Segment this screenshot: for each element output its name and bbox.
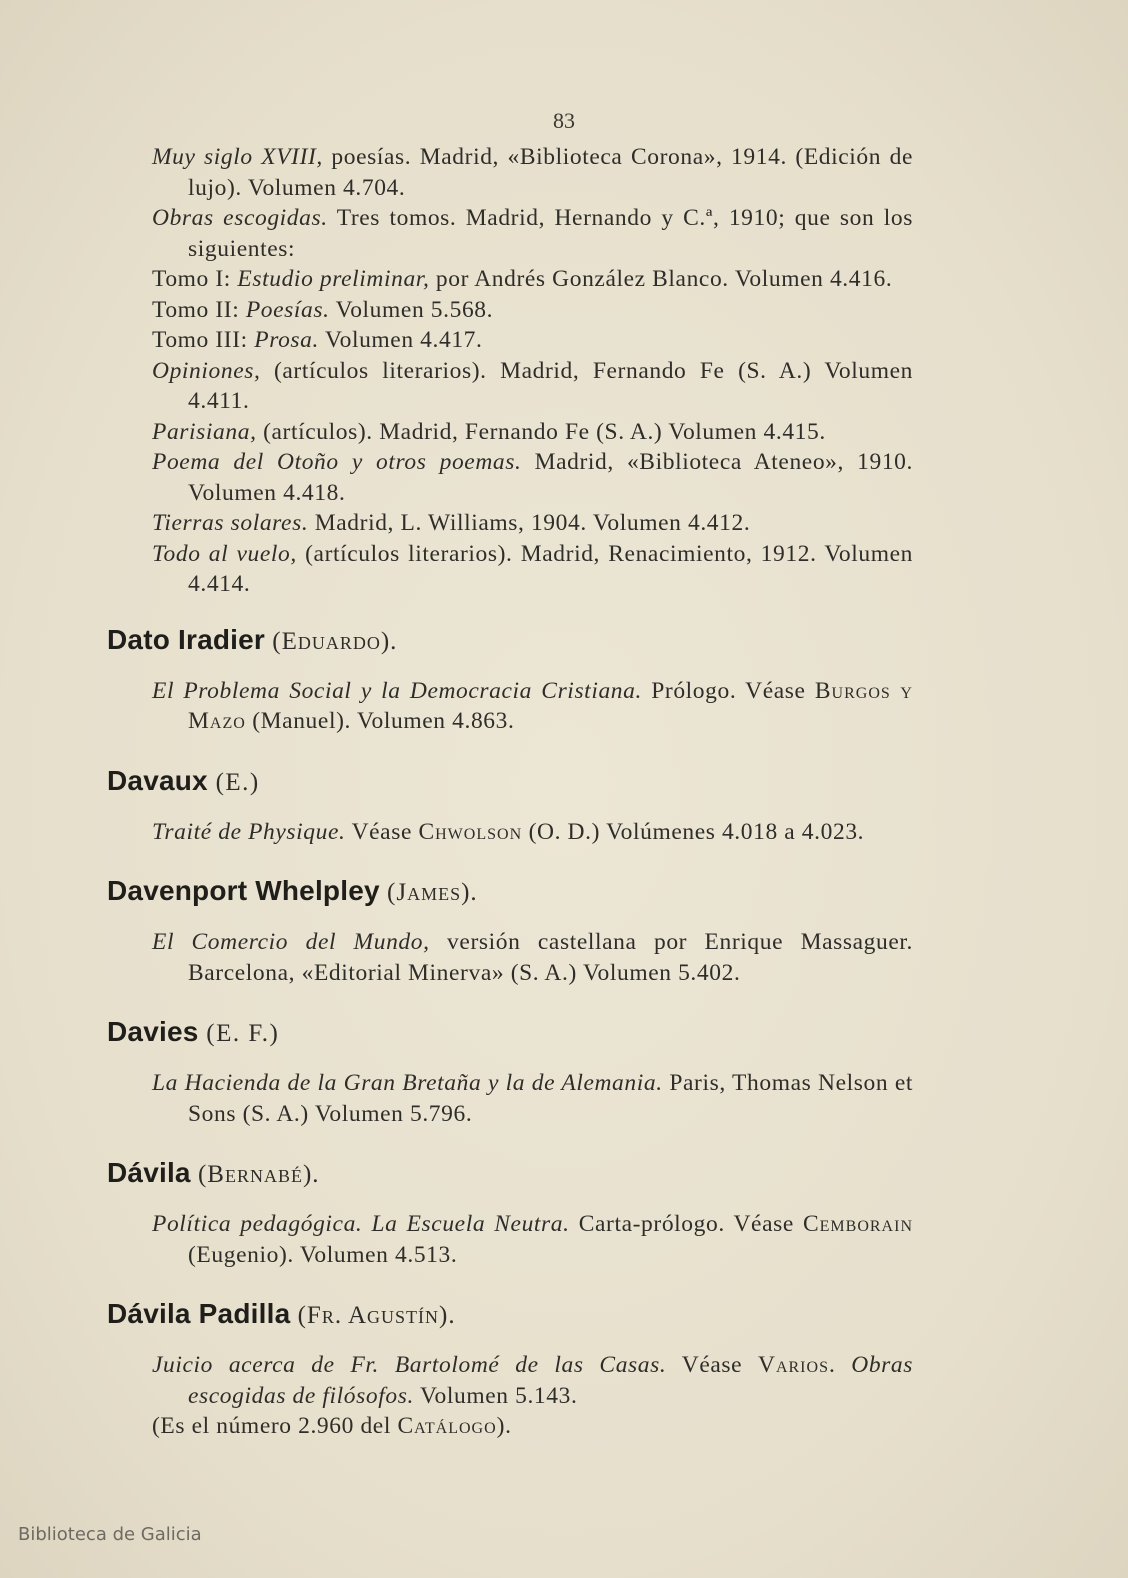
author-heading bbox=[107, 763, 913, 801]
entry-details: Madrid, «Biblioteca Ateneo», 1910. Volumen 4.418. bbox=[188, 449, 913, 506]
author-initials: (Bernabé). bbox=[190, 1161, 320, 1188]
entry-title: Estudio preliminar, bbox=[237, 266, 430, 292]
catalog-content bbox=[107, 142, 913, 1442]
entry-title: Todo al vuelo, bbox=[152, 540, 297, 567]
entry-details: Volumen 5.143. bbox=[413, 1382, 578, 1409]
author-name: Dávila Padilla bbox=[107, 1298, 291, 1329]
catalog-subentry bbox=[152, 295, 913, 326]
cross-reference: Chwolson bbox=[418, 818, 523, 845]
entry-details: Prólogo. Véase bbox=[641, 677, 815, 704]
author-name: Davies bbox=[107, 1016, 199, 1047]
catalog-subentry bbox=[152, 325, 913, 356]
author-initials: (E. F.) bbox=[198, 1020, 280, 1047]
author-heading bbox=[107, 1014, 913, 1052]
entry-details: (O. D.) Volúmenes 4.018 a 4.023. bbox=[522, 818, 865, 845]
entry-title: Prosa. bbox=[254, 327, 319, 353]
author-name: Davaux bbox=[107, 764, 208, 796]
entry-prefix: Tomo I: bbox=[152, 266, 238, 292]
catalog-entry bbox=[152, 356, 913, 417]
catalog-entry bbox=[152, 508, 913, 539]
author-heading bbox=[107, 622, 913, 660]
cross-reference: Burgos y Mazo bbox=[188, 677, 913, 734]
entry-title: Parisiana, bbox=[152, 418, 257, 445]
entry-details: (Eugenio). Volumen 4.513. bbox=[188, 1241, 458, 1268]
entry-details: (artículos literarios). Madrid, Fernando Fe (S. A.) Volumen 4.411. bbox=[188, 357, 913, 414]
entry-title: Muy siglo XVIII, bbox=[152, 144, 323, 170]
entry-details: Véase bbox=[345, 818, 419, 845]
entry-title: Poema del Otoño y otros poemas. bbox=[152, 449, 522, 475]
author-initials: (E.) bbox=[207, 768, 260, 796]
catalog-entry bbox=[152, 927, 913, 988]
catalog-subentry bbox=[152, 264, 913, 295]
entry-title: La Hacienda de la Gran Bretaña y la de Alemania. bbox=[152, 1070, 663, 1096]
author-initials: (Fr. Agustín). bbox=[290, 1302, 456, 1329]
entry-title: El Problema Social y la Democracia Cristiana. bbox=[152, 677, 642, 704]
catalog-entry bbox=[152, 817, 913, 848]
entry-details: . bbox=[828, 1352, 852, 1378]
entry-details: (Manuel). Volumen 4.863. bbox=[245, 708, 515, 734]
author-name: Davenport Whelpley bbox=[107, 875, 380, 906]
catalog-entry bbox=[152, 142, 913, 203]
cross-reference: Cemborain bbox=[802, 1211, 913, 1237]
entry-details: Tres tomos. Madrid, Hernando y C.ª, 1910; que son los siguientes: bbox=[188, 205, 913, 262]
entry-details: Volumen 5.568. bbox=[329, 296, 494, 323]
author-heading bbox=[107, 873, 913, 911]
entry-prefix: Tomo III: bbox=[152, 327, 255, 353]
catalog-entry bbox=[152, 1209, 913, 1270]
entry-title: Opiniones, bbox=[152, 357, 261, 384]
entry-details: por Andrés González Blanco. Volumen 4.416. bbox=[429, 266, 893, 292]
library-watermark: Biblioteca de Galicia bbox=[18, 1524, 202, 1545]
author-heading bbox=[107, 1155, 913, 1193]
note-text: (Es el número 2.960 del bbox=[152, 1413, 398, 1439]
entry-details: Madrid, L. Williams, 1904. Volumen 4.412. bbox=[308, 510, 751, 536]
entry-title: Juicio acerca de Fr. Bartolomé de las Casas. bbox=[152, 1352, 667, 1378]
entry-title: Obras escogidas. bbox=[152, 205, 328, 231]
author-heading bbox=[107, 1296, 913, 1334]
catalog-entry bbox=[152, 539, 913, 600]
page-number: 83 bbox=[553, 108, 575, 133]
entry-details: Véase bbox=[666, 1352, 758, 1378]
cross-reference: Catálogo bbox=[397, 1413, 497, 1439]
author-initials: (Eduardo). bbox=[265, 627, 398, 655]
catalog-entry bbox=[152, 1350, 913, 1411]
entry-details: Volumen 4.417. bbox=[319, 327, 483, 353]
note-text: ). bbox=[496, 1413, 512, 1439]
catalog-note bbox=[152, 1411, 913, 1442]
entry-prefix: Tomo II: bbox=[152, 296, 246, 323]
entry-details: versión castellana por Enrique Massaguer. Barcelona, «Editorial Minerva» (S. A.) Volumen 5.402. bbox=[188, 929, 913, 986]
catalog-entry bbox=[152, 203, 913, 264]
entry-details: poesías. Madrid, «Biblioteca Corona», 1914. (Edición de lujo). Volumen 4.704. bbox=[188, 144, 914, 201]
catalog-entry bbox=[152, 417, 913, 448]
author-initials: (James). bbox=[379, 879, 478, 906]
author-name: Dávila bbox=[107, 1157, 191, 1188]
entry-title: Política pedagógica. La Escuela Neutra. bbox=[152, 1211, 570, 1237]
catalog-entry bbox=[152, 1068, 913, 1129]
entry-title: Obras escogidas de filósofos. bbox=[188, 1352, 914, 1409]
catalog-entry bbox=[152, 447, 913, 508]
entry-title: Traité de Physique. bbox=[152, 818, 346, 845]
entry-details: (artículos literarios). Madrid, Renacimiento, 1912. Volumen 4.414. bbox=[188, 540, 914, 597]
entry-title: El Comercio del Mundo, bbox=[152, 929, 430, 955]
entry-title: Poesías. bbox=[245, 296, 330, 323]
entry-details: Paris, Thomas Nelson et Sons (S. A.) Volumen 5.796. bbox=[188, 1070, 913, 1127]
author-name: Dato Iradier bbox=[107, 623, 265, 655]
entry-details: Carta-prólogo. Véase bbox=[569, 1211, 803, 1237]
catalog-entry bbox=[152, 676, 913, 737]
entry-details: (artículos). Madrid, Fernando Fe (S. A.) Volumen 4.415. bbox=[256, 418, 826, 445]
entry-title: Tierras solares. bbox=[152, 510, 309, 536]
cross-reference: Varios bbox=[757, 1352, 829, 1378]
